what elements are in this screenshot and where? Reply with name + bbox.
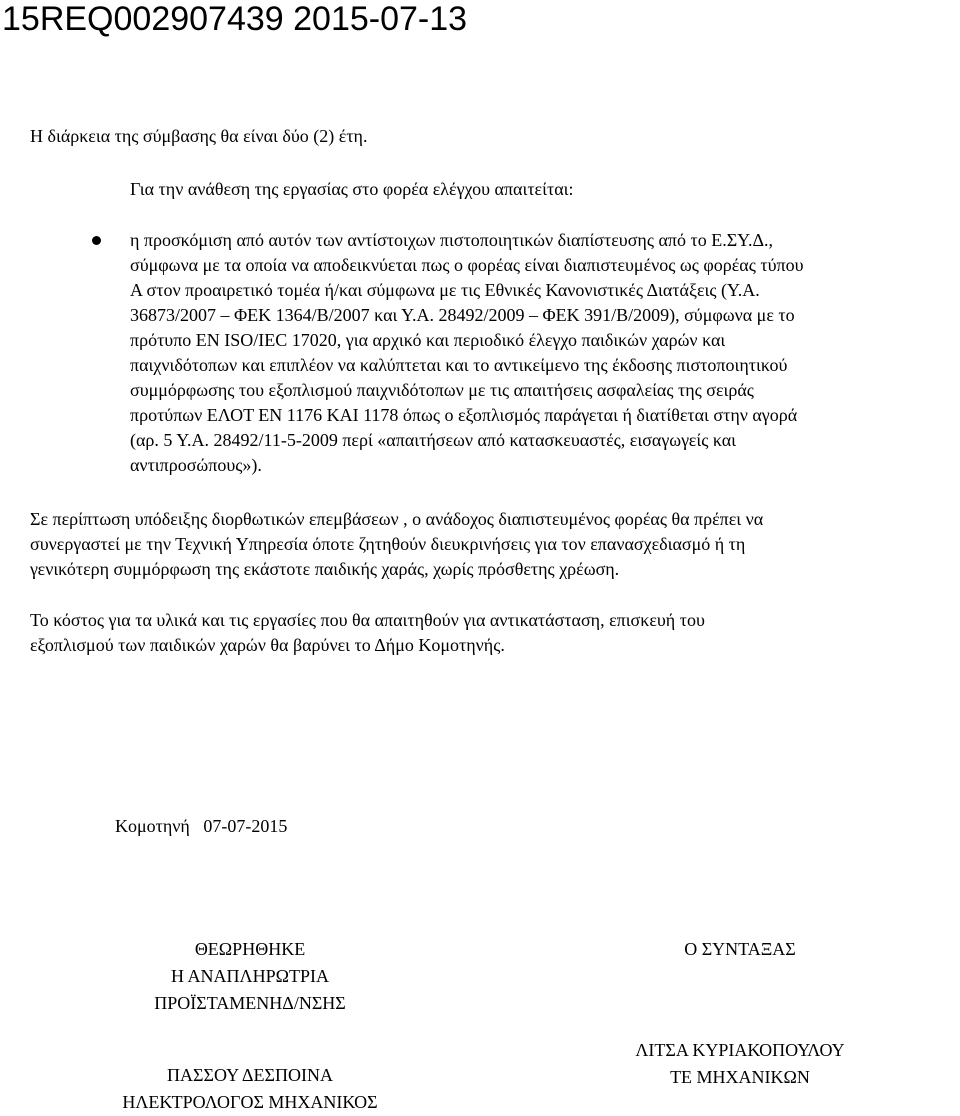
approver-title: ΗΛΕΚΤΡΟΛΟΓΟΣ ΜΗΧΑΝΙΚΟΣ bbox=[122, 1092, 378, 1112]
bullet-line: Α στον προαιρετικό τομέα ή/και σύμφωνα με τις Εθνικές Κανονιστικές Διατάξεις (Υ.Α. bbox=[130, 280, 760, 300]
approval-department: ΠΡΟΪΣΤΑΜΕΝΗΔ/ΝΣΗΣ bbox=[154, 993, 346, 1013]
bullet-line: σύμφωνα με τα οποία να αποδεικνύεται πως ο φορέας είναι διαπιστευμένος ως φορέας τύπου bbox=[130, 255, 804, 275]
cost-paragraph bbox=[30, 608, 960, 658]
paragraph-line: εξοπλισμού των παιδικών χαρών θα βαρύνει το Δήμο Κομοτηνής. bbox=[30, 635, 505, 655]
contract-duration-text: Η διάρκεια της σύμβασης θα είναι δύο (2) έτη. bbox=[30, 126, 368, 146]
bullet-line: 36873/2007 – ΦΕΚ 1364/Β/2007 και Υ.Α. 28492/2009 – ΦΕΚ 391/Β/2009), σύμφωνα με το bbox=[130, 305, 795, 325]
paragraph-line: συνεργαστεί με την Τεχνική Υπηρεσία όποτε ζητηθούν διευκρινήσεις για τον επανασχεδιασμό ή τη bbox=[30, 534, 746, 554]
approval-heading: ΘΕΩΡΗΘΗΚΕ bbox=[194, 939, 306, 959]
document-reference-id: 15REQ002907439 2015-07-13 bbox=[2, 0, 468, 38]
bullet-line: συμμόρφωσης του εξοπλισμού παιχνιδότοπων με τις απαιτήσεις ασφαλείας της σειράς bbox=[130, 380, 754, 400]
author-title: ΤΕ ΜΗΧΑΝΙΚΩΝ bbox=[670, 1067, 810, 1087]
bullet-line: αντιπροσώπους»). bbox=[130, 455, 262, 475]
requirement-intro-text: Για την ανάθεση της εργασίας στο φορέα ελέγχου απαιτείται: bbox=[130, 179, 574, 199]
bullet-line: (αρ. 5 Υ.Α. 28492/11-5-2009 περί «απαιτήσεων από κατασκευαστές, εισαγωγείς και bbox=[130, 430, 737, 450]
bullet-icon bbox=[92, 236, 101, 245]
bullet-line: παιχνιδότοπων και επιπλέον να καλύπτεται και το αντικείμενο της έκδοσης πιστοποιητικού bbox=[130, 355, 788, 375]
paragraph-line: Σε περίπτωση υπόδειξης διορθωτικών επεμβάσεων , ο ανάδοχος διαπιστευμένος φορέας θα πρέπει να bbox=[30, 509, 764, 529]
requirement-bullet-text bbox=[130, 228, 956, 478]
paragraph-line: γενικότερη συμμόρφωση της εκάστοτε παιδικής χαράς, χωρίς πρόσθετης χρέωση. bbox=[30, 559, 620, 579]
place-and-date: Κομοτηνή 07-07-2015 bbox=[115, 816, 288, 836]
bullet-line: η προσκόμιση από αυτόν των αντίστοιχων πιστοποιητικών διαπίστευσης από το Ε.ΣΥ.Δ., bbox=[130, 230, 774, 250]
bullet-line: πρότυπο ΕΝ ISO/IEC 17020, για αρχικό και περιοδικό έλεγχο παιδικών χαρών και bbox=[130, 330, 726, 350]
author-name: ΛΙΤΣΑ ΚΥΡΙΑΚΟΠΟΥΛΟΥ bbox=[635, 1040, 845, 1060]
approval-role: Η ΑΝΑΠΛΗΡΩΤΡΙΑ bbox=[171, 966, 329, 986]
author-signature-block bbox=[580, 936, 900, 963]
author-name-block bbox=[580, 1037, 900, 1091]
approval-signature-block bbox=[90, 936, 410, 1017]
paragraph-line: Το κόστος για τα υλικά και τις εργασίες που θα απαιτηθούν για αντικατάσταση, επισκευή του bbox=[30, 610, 705, 630]
author-heading: Ο ΣΥΝΤΑΞΑΣ bbox=[684, 939, 796, 959]
approver-name-block bbox=[90, 1062, 410, 1116]
bullet-line: προτύπων ΕΛΟΤ ΕΝ 1176 ΚΑΙ 1178 όπως ο εξοπλισμός παράγεται ή διατίθεται στην αγορά bbox=[130, 405, 798, 425]
corrective-actions-paragraph bbox=[30, 507, 960, 582]
approver-name: ΠΑΣΣΟΥ ΔΕΣΠΟΙΝΑ bbox=[167, 1065, 333, 1085]
